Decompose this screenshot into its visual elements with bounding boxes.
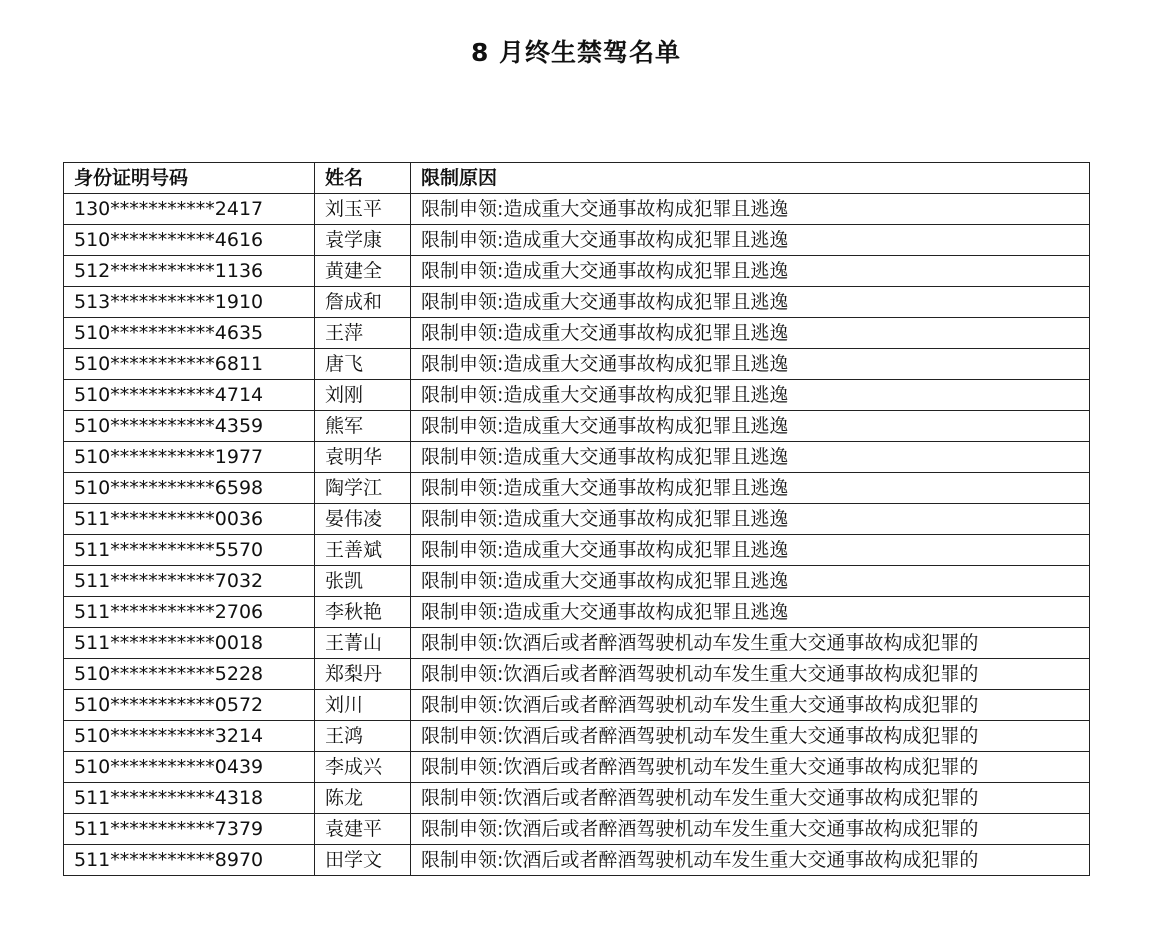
cell-name: 刘川 [315, 690, 411, 721]
cell-name: 王善斌 [315, 535, 411, 566]
table-row [64, 566, 1090, 597]
table-row [64, 628, 1090, 659]
table-row [64, 442, 1090, 473]
cell-id-number: 511***********0018 [64, 628, 315, 659]
table-header-row [64, 163, 1090, 194]
cell-reason: 限制申领:造成重大交通事故构成犯罪且逃逸 [411, 287, 1090, 318]
cell-reason: 限制申领:饮酒后或者醉酒驾驶机动车发生重大交通事故构成犯罪的 [411, 845, 1090, 876]
table-row [64, 783, 1090, 814]
cell-name: 黄建全 [315, 256, 411, 287]
cell-name: 田学文 [315, 845, 411, 876]
table-row [64, 225, 1090, 256]
column-header-reason: 限制原因 [411, 163, 1090, 194]
cell-name: 晏伟凌 [315, 504, 411, 535]
table-row [64, 318, 1090, 349]
cell-name: 李成兴 [315, 752, 411, 783]
table-row [64, 194, 1090, 225]
table-row [64, 411, 1090, 442]
cell-id-number: 510***********4359 [64, 411, 315, 442]
table-row [64, 473, 1090, 504]
cell-name: 陈龙 [315, 783, 411, 814]
cell-reason: 限制申领:饮酒后或者醉酒驾驶机动车发生重大交通事故构成犯罪的 [411, 690, 1090, 721]
cell-name: 詹成和 [315, 287, 411, 318]
cell-name: 王鸿 [315, 721, 411, 752]
cell-reason: 限制申领:造成重大交通事故构成犯罪且逃逸 [411, 256, 1090, 287]
table-row [64, 752, 1090, 783]
table-row [64, 256, 1090, 287]
cell-id-number: 510***********1977 [64, 442, 315, 473]
cell-name: 熊军 [315, 411, 411, 442]
table-row [64, 535, 1090, 566]
table-row [64, 597, 1090, 628]
table-row [64, 349, 1090, 380]
cell-reason: 限制申领:饮酒后或者醉酒驾驶机动车发生重大交通事故构成犯罪的 [411, 752, 1090, 783]
cell-id-number: 511***********5570 [64, 535, 315, 566]
cell-reason: 限制申领:饮酒后或者醉酒驾驶机动车发生重大交通事故构成犯罪的 [411, 659, 1090, 690]
cell-reason: 限制申领:造成重大交通事故构成犯罪且逃逸 [411, 504, 1090, 535]
table-row [64, 504, 1090, 535]
cell-id-number: 510***********4714 [64, 380, 315, 411]
cell-name: 唐飞 [315, 349, 411, 380]
cell-reason: 限制申领:造成重大交通事故构成犯罪且逃逸 [411, 318, 1090, 349]
cell-reason: 限制申领:饮酒后或者醉酒驾驶机动车发生重大交通事故构成犯罪的 [411, 783, 1090, 814]
cell-reason: 限制申领:饮酒后或者醉酒驾驶机动车发生重大交通事故构成犯罪的 [411, 814, 1090, 845]
cell-name: 张凯 [315, 566, 411, 597]
cell-id-number: 510***********0572 [64, 690, 315, 721]
cell-reason: 限制申领:造成重大交通事故构成犯罪且逃逸 [411, 225, 1090, 256]
cell-name: 刘玉平 [315, 194, 411, 225]
cell-id-number: 511***********0036 [64, 504, 315, 535]
table-row [64, 814, 1090, 845]
cell-name: 刘刚 [315, 380, 411, 411]
cell-reason: 限制申领:造成重大交通事故构成犯罪且逃逸 [411, 194, 1090, 225]
cell-id-number: 510***********3214 [64, 721, 315, 752]
cell-id-number: 510***********5228 [64, 659, 315, 690]
table-row [64, 690, 1090, 721]
banned-drivers-table [63, 162, 1090, 876]
cell-name: 袁建平 [315, 814, 411, 845]
cell-reason: 限制申领:造成重大交通事故构成犯罪且逃逸 [411, 473, 1090, 504]
table-row [64, 659, 1090, 690]
column-header-id-number: 身份证明号码 [64, 163, 315, 194]
cell-name: 郑梨丹 [315, 659, 411, 690]
table-row [64, 845, 1090, 876]
cell-name: 袁学康 [315, 225, 411, 256]
cell-reason: 限制申领:造成重大交通事故构成犯罪且逃逸 [411, 349, 1090, 380]
table-row [64, 287, 1090, 318]
cell-name: 袁明华 [315, 442, 411, 473]
cell-id-number: 511***********7379 [64, 814, 315, 845]
cell-id-number: 512***********1136 [64, 256, 315, 287]
cell-id-number: 511***********7032 [64, 566, 315, 597]
cell-name: 王菁山 [315, 628, 411, 659]
cell-reason: 限制申领:造成重大交通事故构成犯罪且逃逸 [411, 442, 1090, 473]
cell-name: 王萍 [315, 318, 411, 349]
cell-id-number: 511***********8970 [64, 845, 315, 876]
cell-id-number: 510***********4616 [64, 225, 315, 256]
page-title: 8 月终生禁驾名单 [470, 38, 682, 67]
table-body [64, 194, 1090, 876]
cell-name: 陶学江 [315, 473, 411, 504]
cell-name: 李秋艳 [315, 597, 411, 628]
cell-id-number: 511***********4318 [64, 783, 315, 814]
cell-id-number: 510***********0439 [64, 752, 315, 783]
cell-id-number: 510***********6598 [64, 473, 315, 504]
cell-reason: 限制申领:造成重大交通事故构成犯罪且逃逸 [411, 566, 1090, 597]
cell-reason: 限制申领:造成重大交通事故构成犯罪且逃逸 [411, 535, 1090, 566]
column-header-name: 姓名 [315, 163, 411, 194]
cell-reason: 限制申领:饮酒后或者醉酒驾驶机动车发生重大交通事故构成犯罪的 [411, 628, 1090, 659]
cell-id-number: 130***********2417 [64, 194, 315, 225]
cell-id-number: 510***********6811 [64, 349, 315, 380]
cell-id-number: 510***********4635 [64, 318, 315, 349]
cell-reason: 限制申领:造成重大交通事故构成犯罪且逃逸 [411, 380, 1090, 411]
cell-reason: 限制申领:造成重大交通事故构成犯罪且逃逸 [411, 411, 1090, 442]
cell-id-number: 511***********2706 [64, 597, 315, 628]
cell-id-number: 513***********1910 [64, 287, 315, 318]
cell-reason: 限制申领:饮酒后或者醉酒驾驶机动车发生重大交通事故构成犯罪的 [411, 721, 1090, 752]
table-row [64, 380, 1090, 411]
table-row [64, 721, 1090, 752]
cell-reason: 限制申领:造成重大交通事故构成犯罪且逃逸 [411, 597, 1090, 628]
